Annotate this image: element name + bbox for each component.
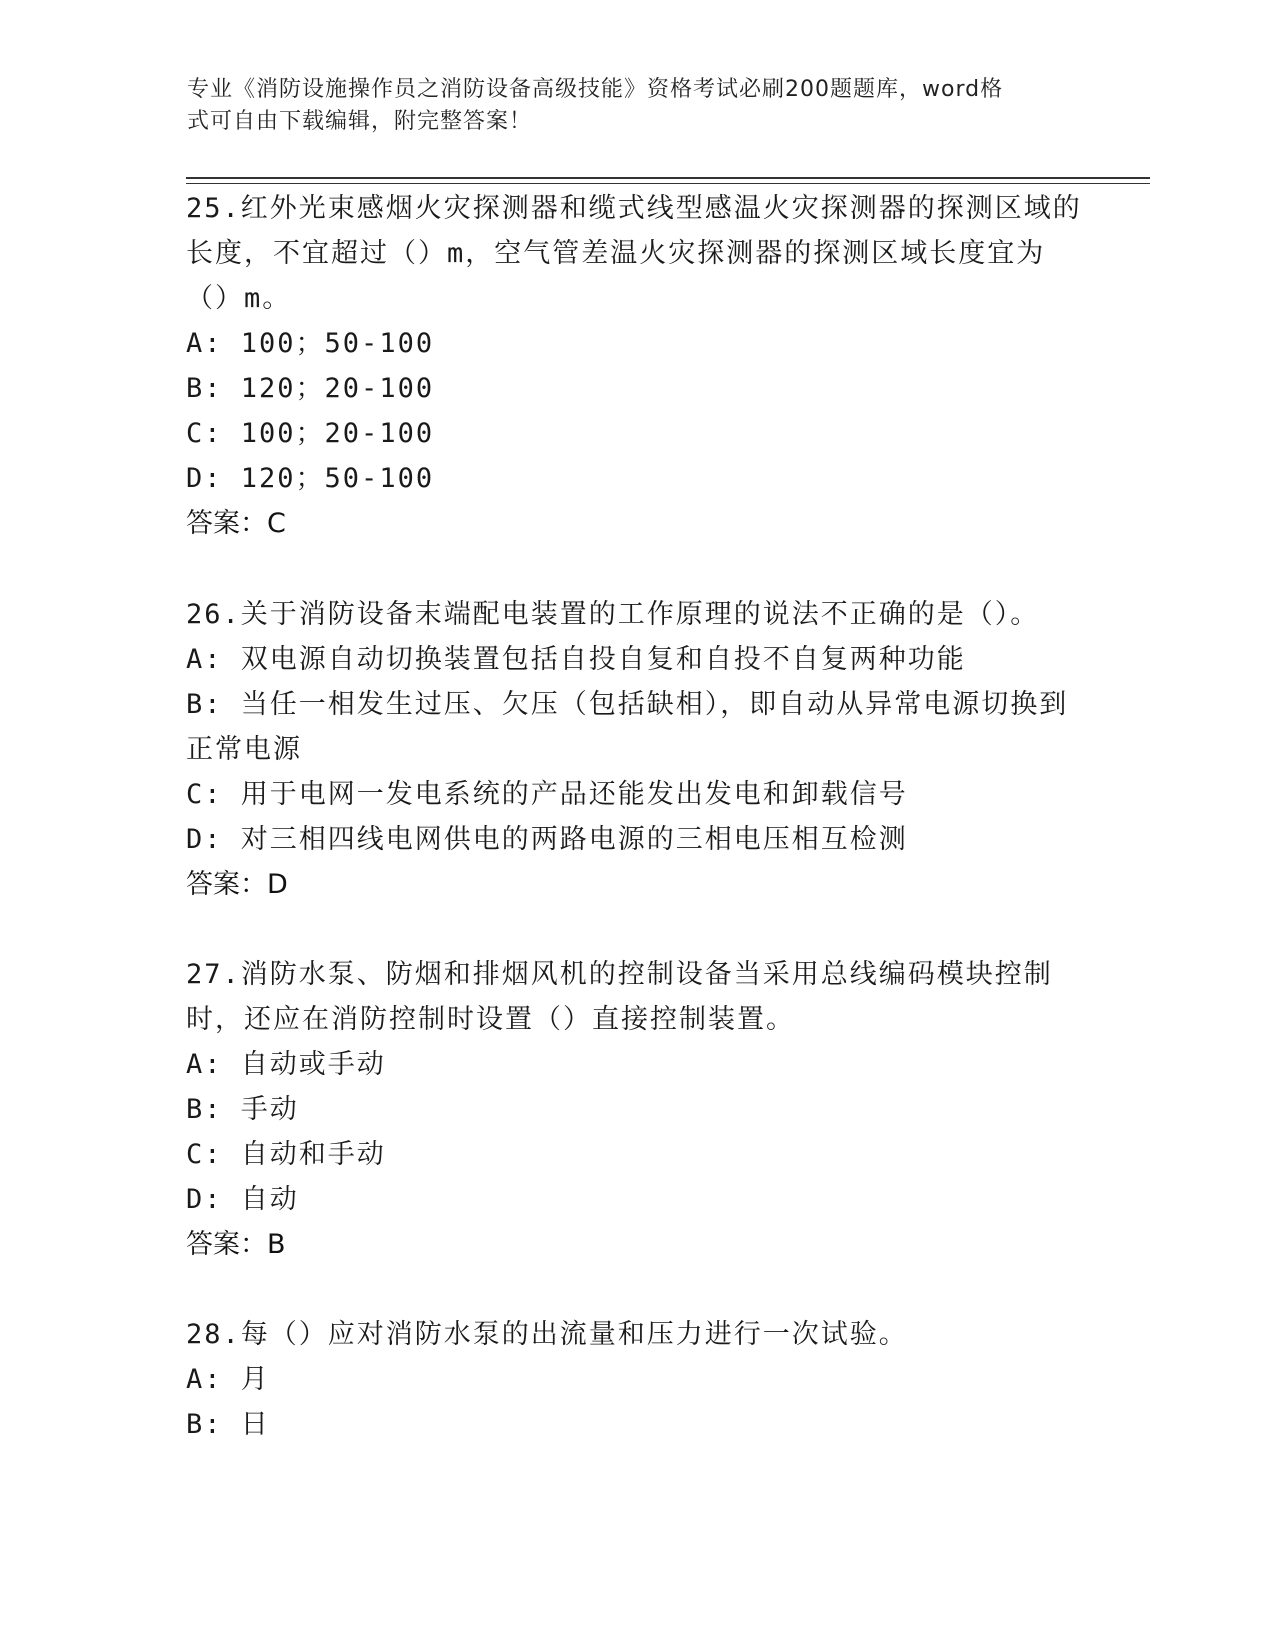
- option-text: 用于电网一发电系统的产品还能发出发电和卸载信号: [240, 779, 908, 810]
- option-key: B:: [186, 689, 223, 720]
- option-text: 自动: [240, 1184, 299, 1215]
- option-key: C:: [186, 1139, 223, 1170]
- option-d: [186, 817, 1086, 862]
- option-a: [186, 321, 1086, 366]
- option-b: [186, 682, 1086, 772]
- document-header: [187, 74, 1067, 138]
- question-stem: 25.红外光束感烟火灾探测器和缆式线型感温火灾探测器的探测区域的长度，不宜超过（）m，空气管差温火灾探测器的探测区域长度宜为（）m。: [186, 193, 1082, 314]
- option-a: [186, 1357, 1086, 1402]
- option-c: [186, 411, 1086, 456]
- answer: 答案：C: [186, 508, 286, 539]
- option-key: B:: [186, 1409, 223, 1440]
- header-line-1: 专业《消防设施操作员之消防设备高级技能》资格考试必刷200题题库，word格: [187, 77, 1004, 102]
- option-key: D:: [186, 463, 223, 494]
- option-b: [186, 366, 1086, 411]
- option-d: [186, 1177, 1086, 1222]
- option-a: [186, 1042, 1086, 1087]
- question-25: [186, 186, 1086, 546]
- answer: 答案：B: [186, 1229, 286, 1260]
- option-a: [186, 637, 1086, 682]
- option-b: [186, 1087, 1086, 1132]
- question-stem: 26.关于消防设备末端配电装置的工作原理的说法不正确的是（）。: [186, 599, 1040, 630]
- option-d: [186, 456, 1086, 501]
- option-key: A:: [186, 328, 223, 359]
- header-divider-thin: [186, 183, 1150, 184]
- option-text: 日: [240, 1409, 270, 1440]
- option-b: [186, 1402, 1086, 1447]
- option-key: D:: [186, 824, 223, 855]
- option-key: B:: [186, 1094, 223, 1125]
- option-key: A:: [186, 644, 223, 675]
- option-text: 月: [240, 1364, 270, 1395]
- option-key: A:: [186, 1049, 223, 1080]
- question-stem: 28.每（）应对消防水泵的出流量和压力进行一次试验。: [186, 1319, 908, 1350]
- option-text: 100；50-100: [240, 328, 435, 359]
- option-text: 120；50-100: [240, 463, 435, 494]
- option-key: A:: [186, 1364, 223, 1395]
- option-text: 手动: [240, 1094, 299, 1125]
- option-text: 100；20-100: [240, 418, 435, 449]
- option-text: 120；20-100: [240, 373, 435, 404]
- option-key: D:: [186, 1184, 223, 1215]
- option-key: B:: [186, 373, 223, 404]
- question-26: [186, 592, 1086, 907]
- option-key: C:: [186, 418, 223, 449]
- option-text: 当任一相发生过压、欠压（包括缺相），即自动从异常电源切换到正常电源: [186, 689, 1069, 765]
- answer: 答案：D: [186, 869, 288, 900]
- option-text: 双电源自动切换装置包括自投自复和自投不自复两种功能: [240, 644, 966, 675]
- option-c: [186, 1132, 1086, 1177]
- option-text: 自动或手动: [240, 1049, 386, 1080]
- header-divider-thick: [186, 177, 1150, 179]
- header-line-2: 式可自由下载编辑，附完整答案！: [187, 109, 533, 134]
- question-stem: 27.消防水泵、防烟和排烟风机的控制设备当采用总线编码模块控制时，还应在消防控制时设置（）直接控制装置。: [186, 959, 1053, 1035]
- option-text: 自动和手动: [240, 1139, 386, 1170]
- option-key: C:: [186, 779, 223, 810]
- question-28: [186, 1312, 1086, 1447]
- question-27: [186, 952, 1086, 1267]
- option-c: [186, 772, 1086, 817]
- option-text: 对三相四线电网供电的两路电源的三相电压相互检测: [240, 824, 908, 855]
